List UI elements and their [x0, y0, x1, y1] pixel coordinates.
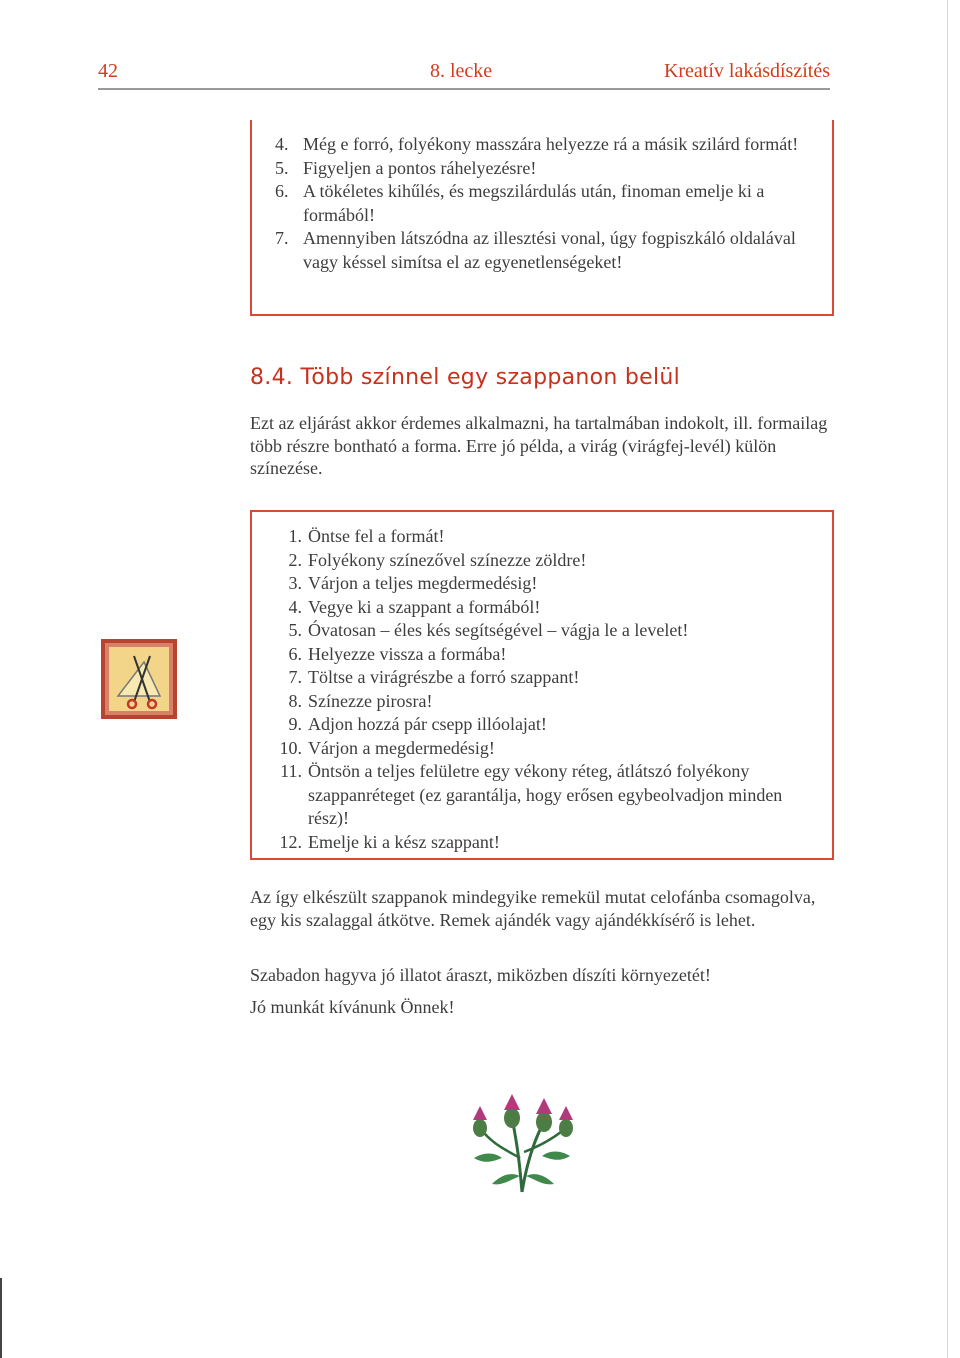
section-intro-paragraph: Ezt az eljárást akkor érdemes alkalmazni, ha tartalmában indokolt, ill. formailag több részre bontható a forma. Erre jó példa, a virág (virágfej-levél) külön színezése.: [250, 413, 828, 478]
header-divider: [98, 88, 830, 90]
list-item: [272, 619, 817, 643]
step-text: Óvatosan – éles kés segítségével – vágja le a levelet!: [308, 620, 689, 640]
steps-list: [272, 525, 817, 854]
closing-paragraph-2: Szabadon hagyva jó illatot áraszt, miközben díszíti környezetét!: [250, 965, 711, 985]
step-number: 4.: [275, 134, 289, 154]
step-number: 5.: [275, 157, 289, 178]
step-number: 6.: [288, 643, 302, 664]
thistle-illustration-icon: [462, 1088, 582, 1196]
step-number: 7.: [288, 667, 302, 687]
step-text: Adjon hozzá pár csepp illóolajat!: [308, 714, 547, 734]
closing-paragraph-1: Az így elkészült szappanok mindegyike remekül mutat celofánba csomagolva, egy kis szalaggal átkötve. Remek ajándék vagy ajándékkísérő is lehet.: [250, 887, 816, 930]
list-item: [272, 713, 817, 737]
step-text: A tökéletes kihűlés, és megszilárdulás után, finoman emelje ki a formából!: [303, 181, 765, 225]
list-item: [272, 690, 817, 714]
list-item: [275, 157, 815, 181]
step-number: 10.: [279, 737, 302, 758]
scan-edge-mark: [0, 1278, 2, 1358]
page-edge: [947, 0, 948, 1358]
list-item: [275, 227, 815, 274]
step-number: 8.: [288, 690, 302, 711]
list-item: [272, 737, 817, 761]
list-item: [272, 572, 817, 596]
step-text: Helyezze vissza a formába!: [308, 643, 507, 664]
step-text: Emelje ki a kész szappant!: [308, 831, 500, 852]
list-item: [272, 549, 817, 573]
step-text: Töltse a virágrészbe a forró szappant!: [308, 667, 580, 687]
scissors-and-triangle-icon: [100, 638, 178, 720]
step-text: Amennyiben látszódna az illesztési vonal, úgy fogpiszkáló oldalával vagy késsel simítsa el az egyenetlenségeket!: [303, 228, 796, 272]
step-text: Még e forró, folyékony masszára helyezze rá a másik szilárd formát!: [303, 134, 799, 154]
step-text: Öntse fel a formát!: [308, 526, 445, 546]
step-number: 12.: [279, 831, 302, 852]
step-number: 11.: [280, 761, 302, 781]
step-number: 3.: [288, 573, 302, 593]
step-text: Várjon a teljes megdermedésig!: [308, 573, 538, 593]
step-number: 5.: [288, 620, 302, 640]
page-header: [98, 58, 830, 88]
closing-paragraph-3: Jó munkát kívánunk Önnek!: [250, 997, 455, 1017]
lesson-label: 8. lecke: [430, 60, 493, 82]
step-number: 1.: [288, 526, 302, 546]
section-heading: 8.4. Több színnel egy szappanon belül: [250, 365, 681, 390]
list-item: [275, 133, 815, 157]
step-text: Folyékony színezővel színezze zöldre!: [308, 549, 587, 570]
step-text: Várjon a megdermedésig!: [308, 737, 495, 758]
step-text: Öntsön a teljes felületre egy vékony réteg, átlátszó folyékony szappanréteget (ez garantálja, hogy erősen egybeolvadjon minden rész)!: [308, 761, 783, 828]
step-number: 7.: [275, 228, 289, 248]
step-text: Figyeljen a pontos ráhelyezésre!: [303, 157, 537, 178]
steps-list-continued: [275, 133, 815, 274]
list-item: [272, 643, 817, 667]
list-item: [275, 180, 815, 227]
step-number: 4.: [288, 596, 302, 617]
step-number: 9.: [288, 714, 302, 734]
list-item: [272, 831, 817, 855]
list-item: [272, 596, 817, 620]
step-text: Vegye ki a szappant a formából!: [308, 596, 541, 617]
step-number: 6.: [275, 181, 289, 201]
list-item: [272, 525, 817, 549]
list-item: [272, 760, 817, 831]
list-item: [272, 666, 817, 690]
step-text: Színezze pirosra!: [308, 690, 433, 711]
step-number: 2.: [288, 549, 302, 570]
page-number: 42: [98, 60, 118, 82]
book-title: Kreatív lakásdíszítés: [663, 60, 830, 82]
